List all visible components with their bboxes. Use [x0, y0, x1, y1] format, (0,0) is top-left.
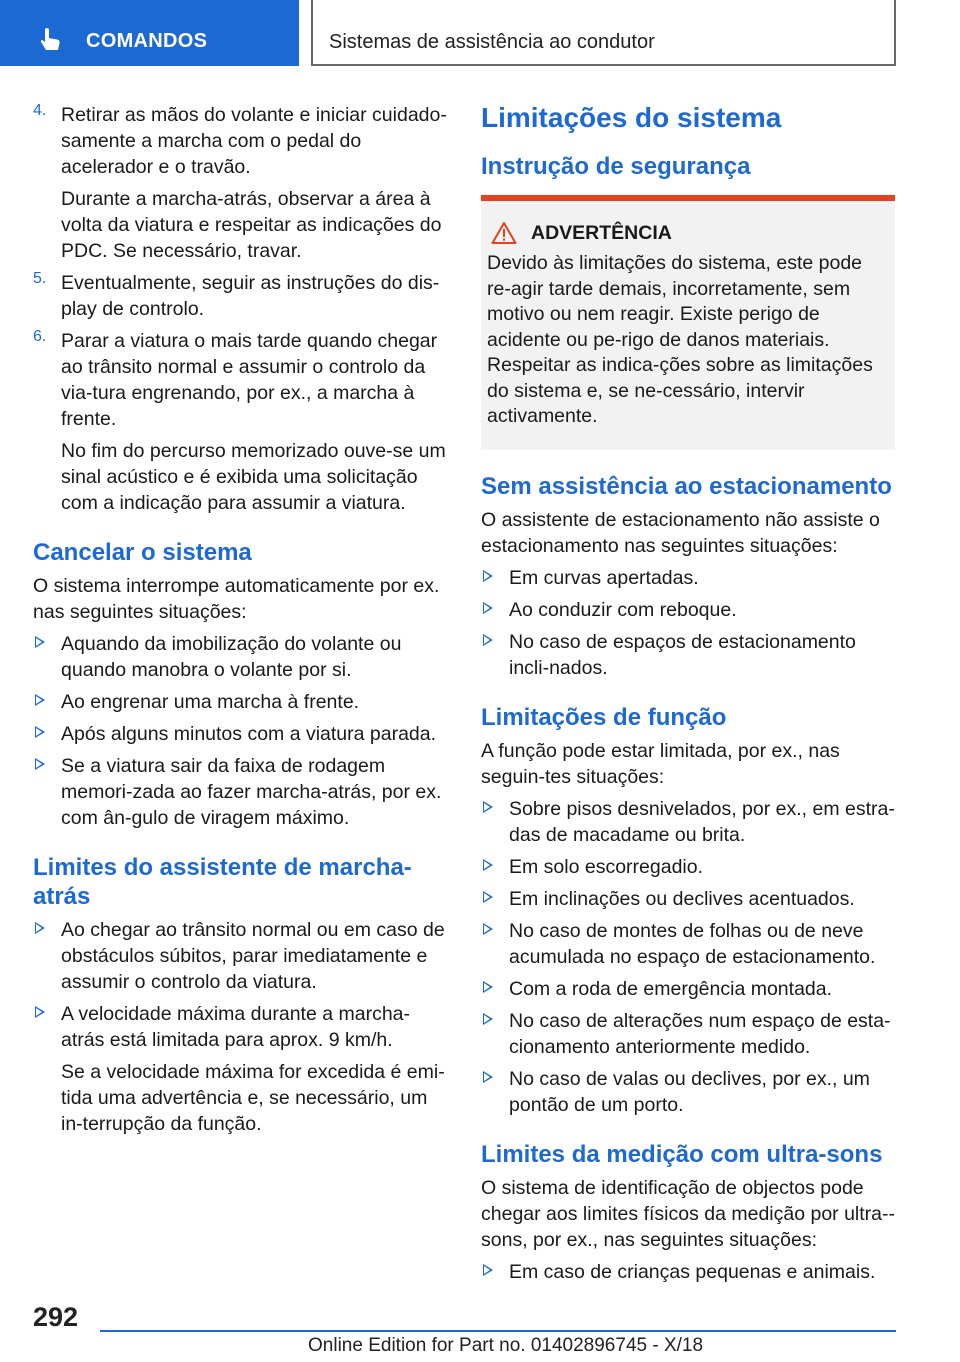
warning-box [481, 195, 895, 450]
ultra-list [481, 1259, 895, 1285]
warning-header [487, 221, 887, 245]
warning-triangle-icon [491, 221, 517, 245]
list-item: Em solo escorregadio. [481, 854, 895, 880]
touch-hand-icon [38, 26, 64, 52]
list-item: Ao conduzir com reboque. [481, 597, 895, 623]
edition-note: Online Edition for Part no. 01402896745 - X/18 [308, 1335, 704, 1356]
step-item [33, 328, 449, 516]
step-item [33, 270, 449, 322]
list-item: Ao chegar ao trânsito normal ou em caso de obstáculos súbitos, parar imediatamente e assumir o controlo da viatura. [33, 917, 449, 995]
cancel-list [33, 631, 449, 831]
triangle-bullet-icon [35, 636, 45, 648]
list-item: Com a roda de emergência montada. [481, 976, 895, 1002]
triangle-bullet-icon [35, 726, 45, 738]
list-item: No caso de montes de folhas ou de neve acumulada no espaço de estacionamento. [481, 918, 895, 970]
func-limits-list [481, 796, 895, 1118]
no-assist-list [481, 565, 895, 681]
triangle-bullet-icon [483, 1013, 493, 1025]
list-item: A velocidade máxima durante a marcha-atrás está limitada para aprox. 9 km/h. Se a velocidade máxima for excedida é emi-tida uma advertência e, se necessário, um in-terrupção da função. [33, 1001, 449, 1137]
ultra-intro: O sistema de identificação de objectos pode chegar aos limites físicos da medição por ultra--sons, por ex., nas seguintes situações: [481, 1176, 896, 1251]
triangle-bullet-icon [483, 602, 493, 614]
func-limits-heading: Limitações de função [481, 703, 727, 731]
page-header [0, 0, 960, 66]
list-item: Se a viatura sair da faixa de rodagem memori-zada ao fazer marcha-atrás, por ex. com ân-gulo de viragem máximo. [33, 753, 449, 831]
triangle-bullet-icon [483, 634, 493, 646]
list-item: Em curvas apertadas. [481, 565, 895, 591]
func-limits-intro: A função pode estar limitada, por ex., nas seguin-tes situações: [481, 739, 840, 788]
section-label: COMANDOS [86, 30, 208, 52]
list-item: Sobre pisos desnivelados, por ex., em estra-das de macadame ou brita. [481, 796, 895, 848]
limits-heading: Limites do assistente de marcha-atrás [33, 854, 412, 910]
warning-text: Devido às limitações do sistema, este pode re-agir tarde demais, incorretamente, sem motivo ou nem reagir. Existe perigo de acidente ou pe-rigo de danos materiais. Respeitar as indica-ções sobre as limitações do sistema e, se ne-cessário, intervir activamente. [487, 252, 873, 427]
step-text: Retirar as mãos do volante e iniciar cuidado-samente a marcha com o pedal do acelerador e o travão. [61, 104, 447, 178]
limits-list [33, 917, 449, 1137]
list-item: No caso de valas ou declives, por ex., um pontão de um porto. [481, 1066, 895, 1118]
triangle-bullet-icon [483, 570, 493, 582]
step-number: 4. [33, 102, 47, 119]
step-continuation: No fim do percurso memorizado ouve-se um sinal acústico e é exibida uma solicitação com a indicação para assumir a viatura. [61, 440, 446, 514]
warning-label: ADVERTÊNCIA [531, 221, 672, 244]
cancel-intro: O sistema interrompe automaticamente por ex. nas seguintes situações: [33, 575, 440, 623]
cancel-heading: Cancelar o sistema [33, 539, 252, 566]
step-text: Parar a viatura o mais tarde quando chegar ao trânsito normal e assumir o controlo da via-tura engrenando, por ex., a marcha à frente. [61, 330, 438, 430]
section-title: Limitações do sistema [481, 102, 782, 133]
list-item: Aquando da imobilização do volante ou quando manobra o volante por si. [33, 631, 449, 683]
triangle-bullet-icon [483, 891, 493, 903]
chapter-title: Sistemas de assistência ao condutor [329, 31, 655, 53]
ultra-heading: Limites da medição com ultra-sons [481, 1140, 883, 1168]
step-item [33, 102, 449, 264]
step-text: Eventualmente, seguir as instruções do dis-play de controlo. [61, 272, 440, 320]
triangle-bullet-icon [35, 922, 45, 934]
right-column [481, 102, 895, 1291]
chapter-title-box [311, 0, 896, 66]
step-continuation: Durante a marcha-atrás, observar a área à volta da viatura e respeitar as indicações do PDC. Se necessário, travar. [61, 188, 442, 262]
step-number: 6. [33, 328, 47, 345]
triangle-bullet-icon [483, 1071, 493, 1083]
triangle-bullet-icon [483, 981, 493, 993]
list-item: Em caso de crianças pequenas e animais. [481, 1259, 895, 1285]
footer-rule [100, 1330, 896, 1332]
list-item-continuation: Se a velocidade máxima for excedida é emi-tida uma advertência e, se necessário, um in-terrupção da função. [61, 1061, 445, 1135]
no-assist-heading: Sem assistência ao estacionamento [481, 472, 892, 500]
triangle-bullet-icon [35, 694, 45, 706]
list-item: Em inclinações ou declives acentuados. [481, 886, 895, 912]
triangle-bullet-icon [483, 923, 493, 935]
no-assist-intro: O assistente de estacionamento não assiste o estacionamento nas seguintes situações: [481, 508, 880, 557]
list-item: No caso de alterações num espaço de esta-cionamento anteriormente medido. [481, 1008, 895, 1060]
section-tab [0, 0, 299, 66]
triangle-bullet-icon [483, 1264, 493, 1276]
list-item: Ao engrenar uma marcha à frente. [33, 689, 449, 715]
triangle-bullet-icon [483, 859, 493, 871]
triangle-bullet-icon [35, 758, 45, 770]
triangle-bullet-icon [35, 1006, 45, 1018]
left-column [33, 102, 449, 1143]
list-item: Após alguns minutos com a viatura parada. [33, 721, 449, 747]
list-item: No caso de espaços de estacionamento incli-nados. [481, 629, 895, 681]
triangle-bullet-icon [483, 801, 493, 813]
page-number: 292 [33, 1302, 79, 1332]
safety-heading: Instrução de segurança [481, 153, 751, 180]
step-number: 5. [33, 270, 47, 287]
